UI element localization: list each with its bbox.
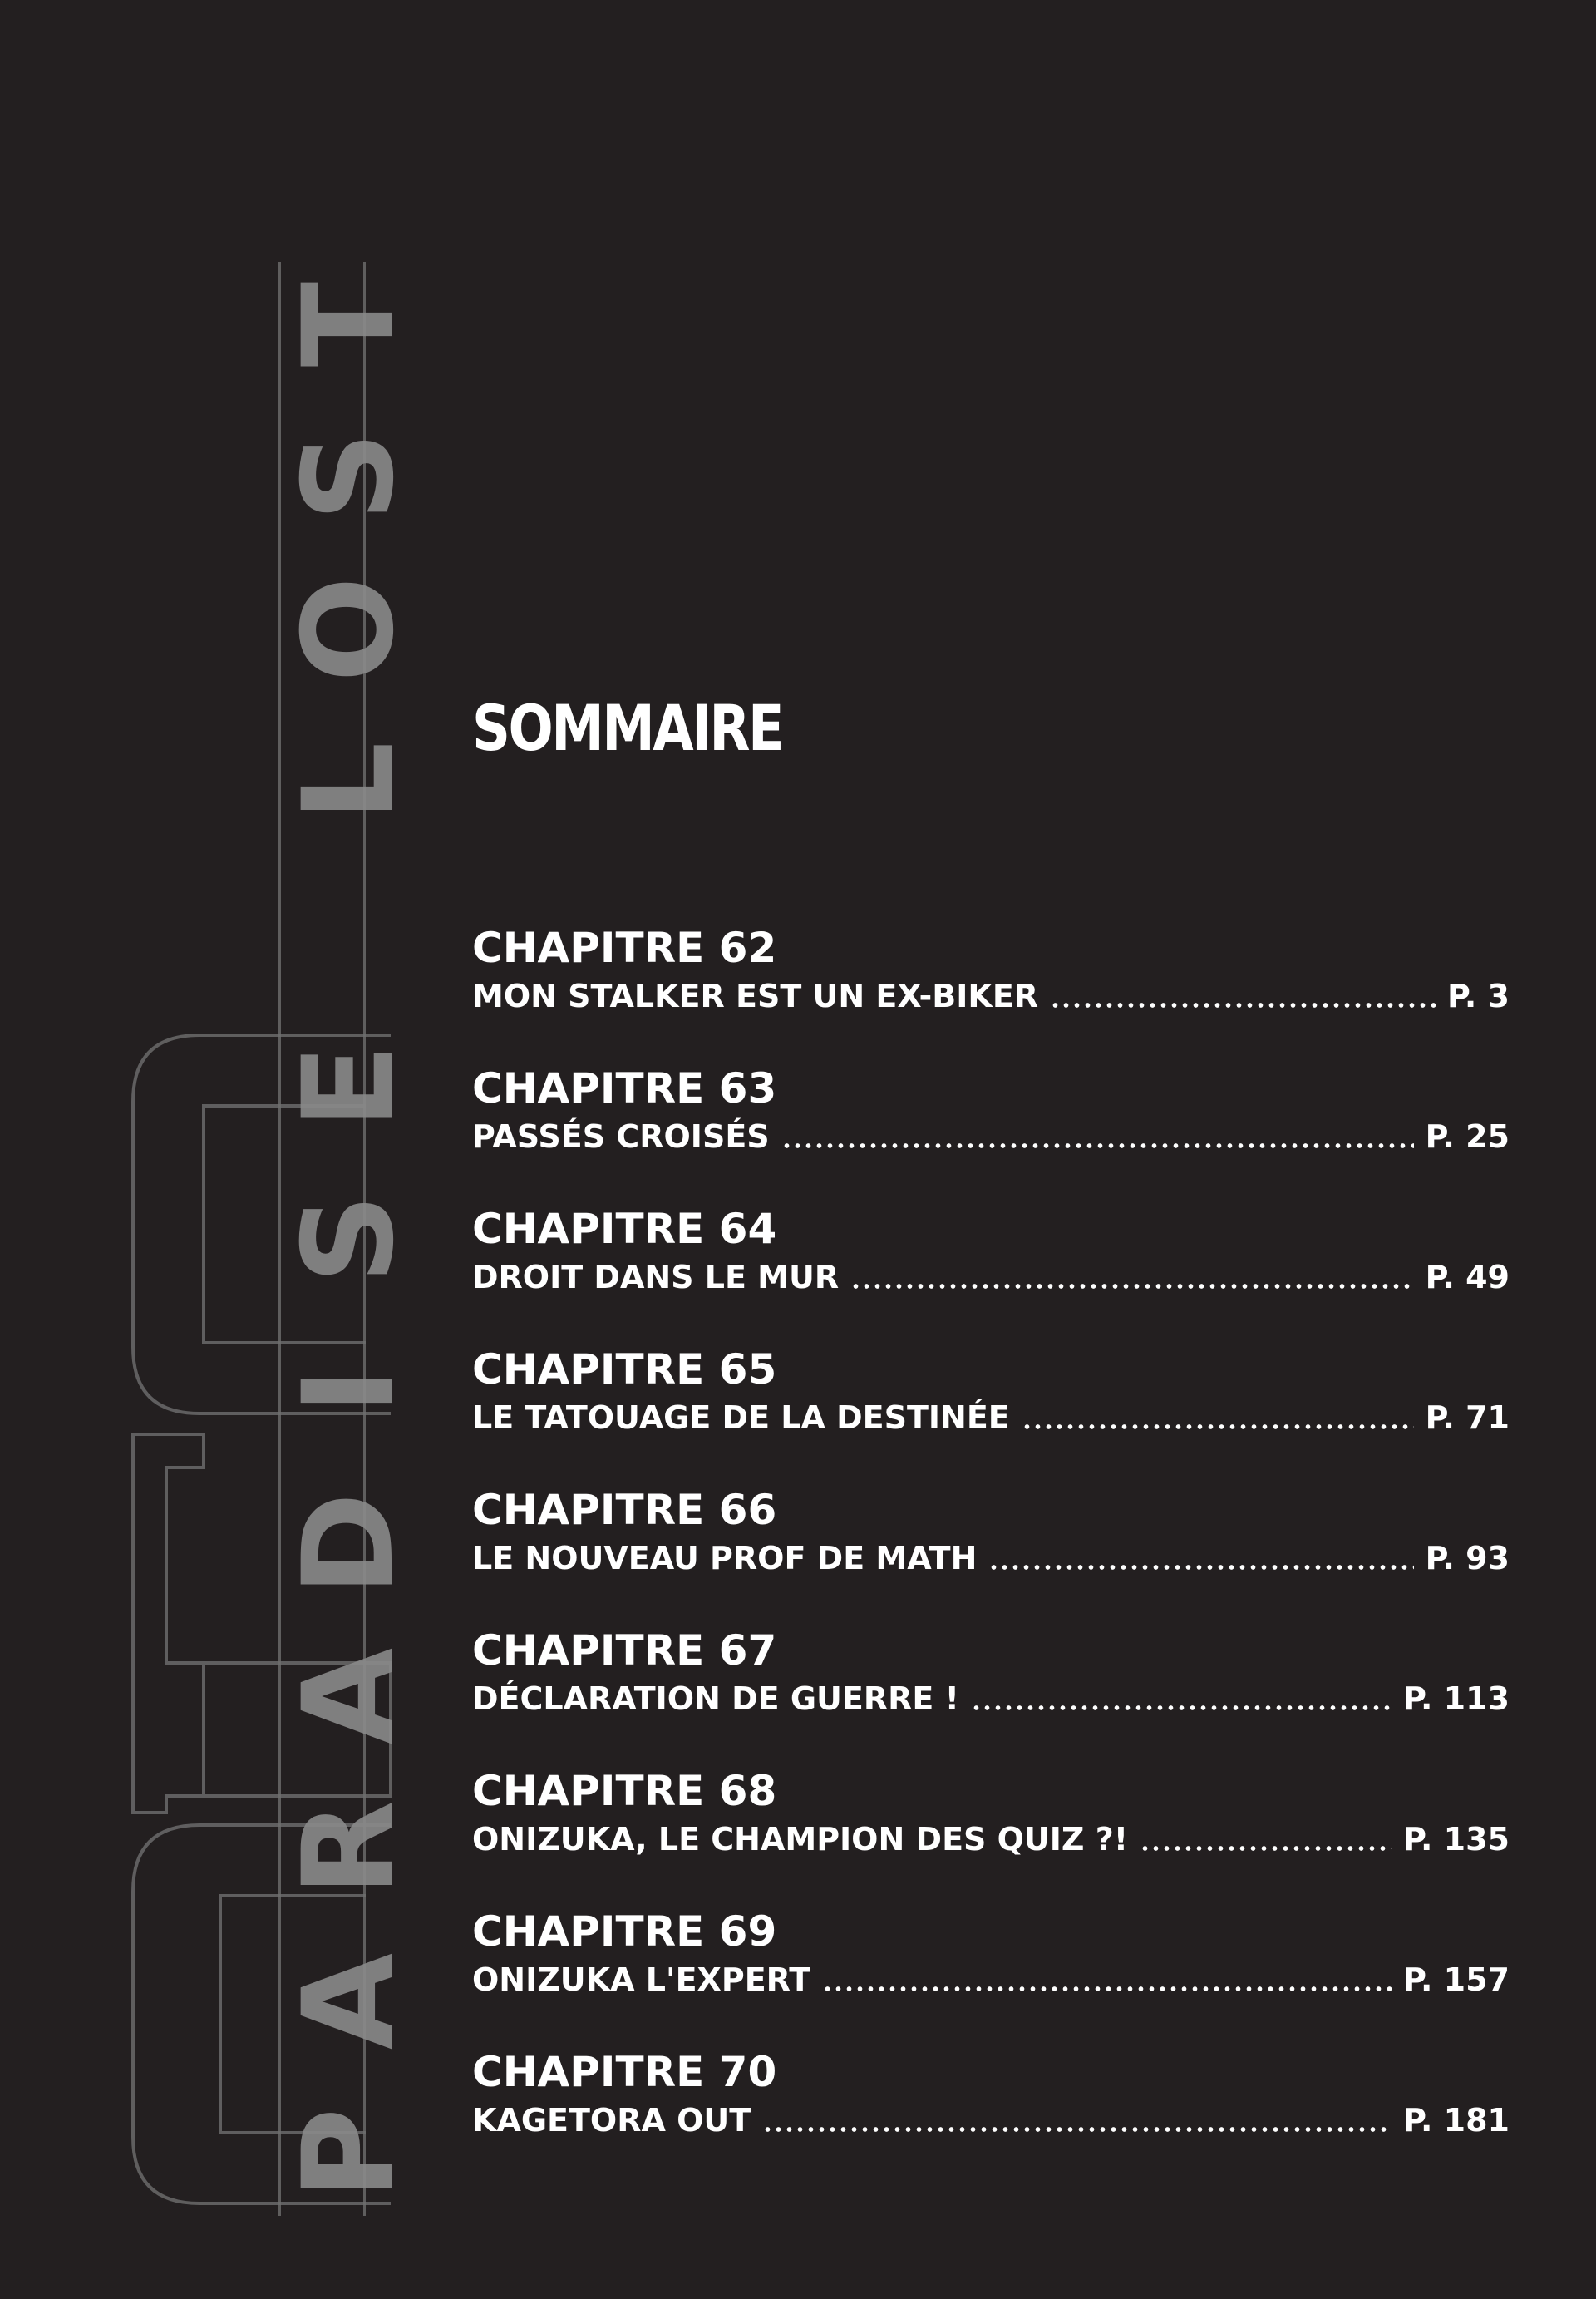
chapter-line (472, 1398, 1510, 1438)
chapter-line (472, 1538, 1510, 1578)
chapter-line (472, 1257, 1510, 1297)
chapter-number: CHAPITRE 63 (472, 1064, 777, 1112)
chapter-number: CHAPITRE 67 (472, 1626, 777, 1675)
chapter-number: CHAPITRE 65 (472, 1345, 777, 1394)
toc-entry-chapter-64[interactable] (472, 1202, 1510, 1343)
toc-entry-chapter-67[interactable] (472, 1624, 1510, 1764)
chapter-title: ONIZUKA, LE CHAMPION DES QUIZ ?! (472, 1821, 1129, 1857)
toc-entry-chapter-63[interactable] (472, 1062, 1510, 1202)
chapter-line (472, 1679, 1510, 1719)
page-number: P. 157 (1403, 1961, 1510, 1998)
vertical-title-letter: S (277, 1193, 421, 1284)
chapter-line (472, 1819, 1510, 1859)
toc-entry-chapter-69[interactable] (472, 1905, 1510, 2045)
dot-leader (850, 1284, 1413, 1289)
chapter-title: LE TATOUAGE DE LA DESTINÉE (472, 1399, 1010, 1436)
page-number: P. 181 (1403, 2102, 1510, 2139)
dot-leader (822, 1986, 1392, 1991)
toc-entry-chapter-68[interactable] (472, 1764, 1510, 1905)
chapter-number: CHAPITRE 62 (472, 924, 777, 972)
vertical-title-letter: R (277, 1800, 421, 1897)
page-number: P. 25 (1425, 1118, 1510, 1155)
chapter-line (472, 2100, 1510, 2140)
vertical-series-title (274, 266, 424, 2212)
dot-leader (971, 1705, 1392, 1710)
dot-leader (1140, 1846, 1392, 1851)
chapter-line (472, 1960, 1510, 2000)
toc-entry-chapter-65[interactable] (472, 1343, 1510, 1483)
chapter-title: DROIT DANS LE MUR (472, 1259, 840, 1295)
vertical-title-letter: A (277, 1647, 421, 1744)
chapter-line (472, 976, 1510, 1016)
vertical-title-letter (291, 859, 407, 1009)
page-number: P. 93 (1425, 1540, 1510, 1576)
vertical-title-letter: S (277, 432, 421, 522)
toc-entry-chapter-66[interactable] (472, 1483, 1510, 1624)
chapter-title: DÉCLARATION DE GUERRE ! (472, 1680, 959, 1717)
vertical-title-letter: P (277, 2107, 421, 2199)
chapter-line (472, 1117, 1510, 1157)
page-number: P. 135 (1403, 1821, 1510, 1857)
page-number: P. 3 (1447, 978, 1510, 1014)
chapter-title: PASSÉS CROISÉS (472, 1118, 770, 1155)
page-number: P. 49 (1425, 1259, 1510, 1295)
chapter-number: CHAPITRE 70 (472, 2048, 777, 2096)
chapter-title: LE NOUVEAU PROF DE MATH (472, 1540, 978, 1576)
vertical-title-letter: A (277, 1952, 421, 2050)
table-of-contents (472, 921, 1510, 2186)
chapter-number: CHAPITRE 69 (472, 1907, 777, 1956)
page-number: P. 113 (1403, 1680, 1510, 1717)
chapter-title: MON STALKER EST UN EX-BIKER (472, 978, 1039, 1014)
dot-leader (988, 1565, 1413, 1570)
chapter-number: CHAPITRE 64 (472, 1205, 777, 1253)
vertical-title-letter: O (277, 575, 421, 683)
dot-leader (781, 1143, 1414, 1148)
chapter-title: KAGETORA OUT (472, 2102, 751, 2139)
vertical-title-letter: L (277, 742, 421, 821)
chapter-title: ONIZUKA L'EXPERT (472, 1961, 811, 1998)
dot-leader (1022, 1424, 1414, 1429)
vertical-title-letter: I (277, 1368, 421, 1415)
vertical-title-letter: E (277, 1043, 421, 1129)
page-title: SOMMAIRE (472, 691, 783, 765)
chapter-number: CHAPITRE 66 (472, 1486, 777, 1534)
dot-leader (1050, 1003, 1436, 1008)
toc-entry-chapter-70[interactable] (472, 2045, 1510, 2186)
gto-letter-t-outline (133, 1434, 204, 1813)
vertical-title-letter: T (277, 281, 421, 368)
chapter-number: CHAPITRE 68 (472, 1767, 777, 1815)
vertical-title-letter: D (277, 1492, 421, 1596)
page-number: P. 71 (1425, 1399, 1510, 1436)
dot-leader (762, 2127, 1392, 2132)
toc-entry-chapter-62[interactable] (472, 921, 1510, 1062)
